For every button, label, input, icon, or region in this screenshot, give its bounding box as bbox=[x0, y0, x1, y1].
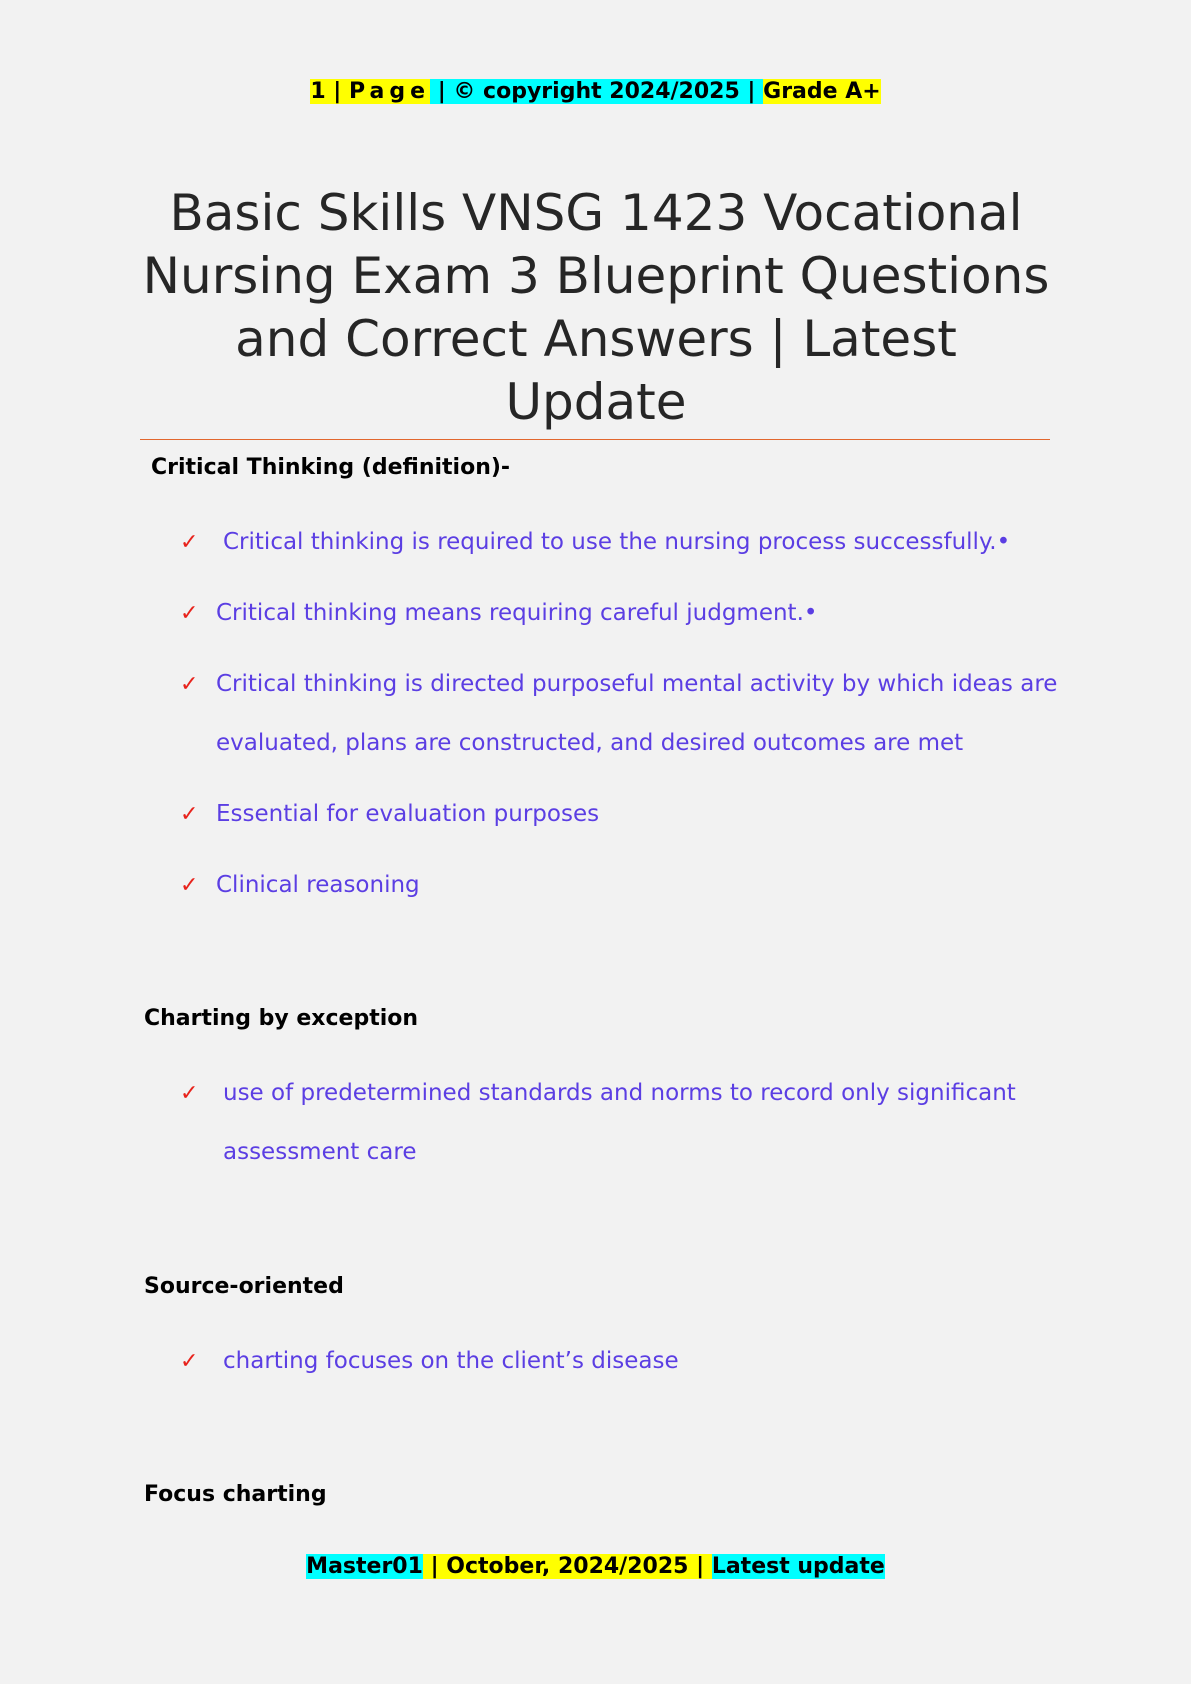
list-item bbox=[180, 584, 1060, 643]
section-heading-critical-thinking: Critical Thinking (definition)- bbox=[151, 455, 511, 480]
footer-date: | October, 2024/2025 | bbox=[422, 1554, 712, 1579]
page-number: 1 | bbox=[310, 79, 349, 104]
section-heading-charting-by-exception: Charting by exception bbox=[144, 1006, 419, 1031]
list-item-text: Critical thinking is required to use the nursing process successfully.• bbox=[223, 529, 1011, 555]
check-mark-icon: ✓ bbox=[180, 802, 199, 827]
list-item-text: use of predetermined standards and norms to record only significant assessment care bbox=[223, 1080, 1016, 1165]
section-heading-source-oriented: Source-oriented bbox=[144, 1274, 344, 1299]
author-label: Master01 bbox=[306, 1554, 423, 1579]
list-item bbox=[180, 1332, 1060, 1391]
list-item-text: Essential for evaluation purposes bbox=[216, 801, 600, 827]
page-header bbox=[0, 75, 1191, 109]
list-item bbox=[180, 856, 1060, 915]
check-mark-icon: ✓ bbox=[180, 672, 199, 697]
check-mark-icon: ✓ bbox=[180, 601, 199, 626]
list-item bbox=[180, 1064, 1060, 1182]
list-item bbox=[180, 513, 1060, 572]
document-title: Basic Skills VNSG 1423 Vocational Nursing Exam 3 Blueprint Questions and Correct Answers | Latest Update bbox=[142, 184, 1050, 431]
list-item-text: charting focuses on the client’s disease bbox=[223, 1348, 679, 1374]
list-item bbox=[180, 655, 1060, 773]
list-item-text: Critical thinking means requiring careful judgment.• bbox=[216, 600, 818, 626]
check-mark-icon: ✓ bbox=[180, 1349, 199, 1374]
check-mark-icon: ✓ bbox=[180, 1081, 199, 1106]
title-divider bbox=[140, 439, 1050, 440]
check-mark-icon: ✓ bbox=[180, 873, 199, 898]
page-footer bbox=[0, 1551, 1191, 1583]
page-label: Page bbox=[348, 79, 431, 104]
section-heading-focus-charting: Focus charting bbox=[144, 1482, 327, 1507]
check-mark-icon: ✓ bbox=[180, 530, 199, 555]
grade-badge: Grade A+ bbox=[763, 79, 881, 104]
update-label: Latest update bbox=[711, 1554, 885, 1579]
list-item-text: Clinical reasoning bbox=[216, 872, 420, 898]
list-item bbox=[180, 785, 1060, 844]
list-item-text: Critical thinking is directed purposeful mental activity by which ideas are evaluated, plans are constructed, and desired outcomes are met bbox=[216, 671, 1058, 756]
copyright-notice: | © copyright 2024/2025 | bbox=[430, 79, 764, 104]
